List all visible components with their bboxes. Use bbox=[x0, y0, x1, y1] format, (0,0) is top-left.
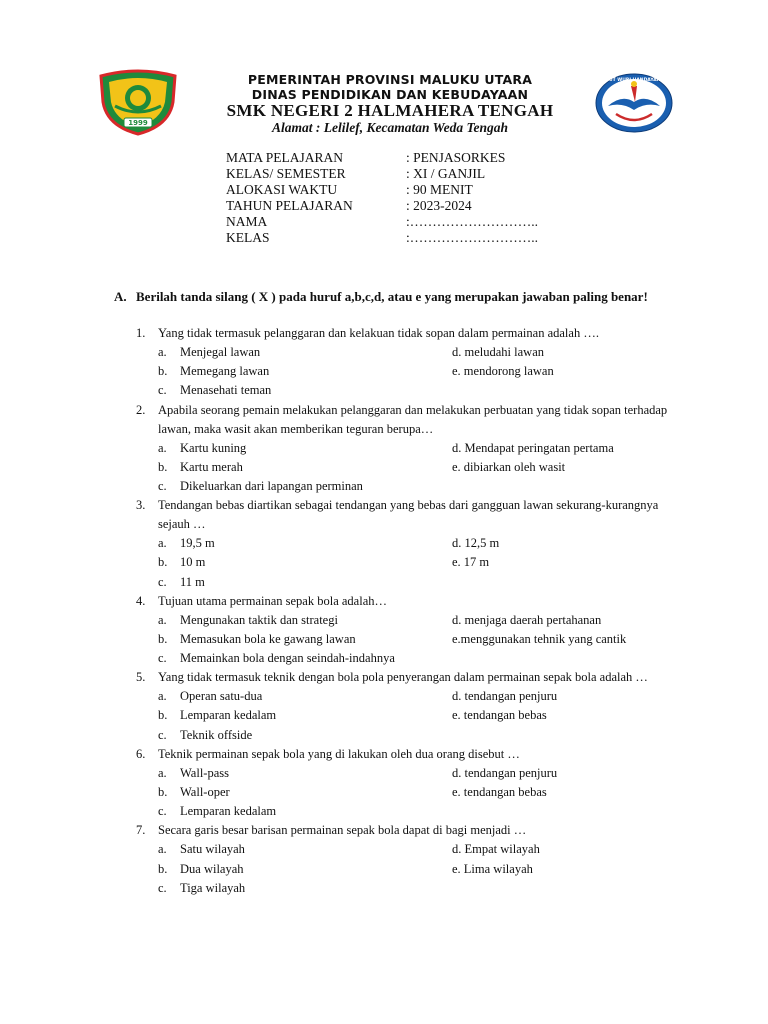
info-value: : 90 MENIT bbox=[406, 182, 473, 197]
exam-info bbox=[226, 150, 538, 246]
option-row bbox=[136, 860, 676, 879]
info-label: MATA PELAJARAN bbox=[226, 150, 344, 165]
option-letter: a. bbox=[158, 440, 167, 455]
option-a: Satu wilayah bbox=[180, 842, 245, 857]
option-row bbox=[136, 726, 676, 745]
question-item bbox=[136, 324, 676, 401]
info-label: TAHUN PELAJARAN bbox=[226, 198, 353, 213]
option-c: Tiga wilayah bbox=[180, 880, 246, 895]
option-a: Kartu kuning bbox=[180, 440, 247, 455]
question-stem bbox=[136, 401, 676, 439]
option-letter: a. bbox=[158, 765, 167, 780]
option-letter: c. bbox=[158, 383, 167, 398]
option-letter: a. bbox=[158, 345, 167, 359]
option-letter: b. bbox=[158, 785, 168, 799]
option-a: Menjegal lawan bbox=[180, 345, 261, 359]
option-row bbox=[136, 764, 676, 783]
option-row bbox=[136, 439, 676, 458]
option-letter: b. bbox=[158, 555, 168, 570]
option-d: d. 12,5 m bbox=[452, 536, 500, 551]
option-letter: a. bbox=[158, 536, 167, 551]
option-letter: a. bbox=[158, 689, 167, 704]
info-value: : PENJASORKES bbox=[406, 150, 506, 165]
letterhead bbox=[0, 68, 768, 138]
option-row bbox=[136, 611, 676, 630]
info-label: KELAS/ SEMESTER bbox=[226, 166, 346, 181]
school-name: SMK NEGERI 2 HALMAHERA TENGAH bbox=[226, 101, 554, 120]
option-d: d. Empat wilayah bbox=[452, 842, 540, 857]
option-e: e. mendorong lawan bbox=[452, 364, 554, 379]
question-text: Yang tidak termasuk pelanggaran dan kelakuan tidak sopan dalam permainan adalah …. bbox=[158, 326, 599, 340]
question-number: 3. bbox=[136, 498, 146, 513]
option-letter: b. bbox=[158, 631, 168, 646]
option-list bbox=[136, 611, 676, 669]
option-row bbox=[136, 458, 676, 477]
option-e: e. tendangan bebas bbox=[452, 785, 547, 799]
question-number: 2. bbox=[136, 402, 146, 417]
header-line-2: DINAS PENDIDIKAN DAN KEBUDAYAAN bbox=[251, 87, 529, 102]
info-row bbox=[226, 214, 538, 230]
option-a: 19,5 m bbox=[180, 536, 215, 551]
info-value: :……………………….. bbox=[406, 230, 539, 245]
option-list bbox=[136, 687, 676, 745]
info-value: : 2023-2024 bbox=[406, 198, 472, 213]
option-letter: c. bbox=[158, 804, 167, 819]
header-line-1: PEMERINTAH PROVINSI MALUKU UTARA bbox=[247, 72, 533, 87]
option-c: 11 m bbox=[180, 574, 205, 589]
option-b: Wall-oper bbox=[180, 785, 230, 799]
option-letter: c. bbox=[158, 478, 167, 493]
option-row bbox=[136, 362, 676, 381]
option-b: 10 m bbox=[180, 555, 206, 570]
option-row bbox=[136, 706, 676, 725]
option-row bbox=[136, 840, 676, 859]
option-a: Wall-pass bbox=[180, 765, 229, 780]
info-value: :……………………….. bbox=[406, 214, 539, 229]
question-item bbox=[136, 668, 676, 745]
option-row bbox=[136, 879, 676, 898]
info-row bbox=[226, 182, 538, 198]
question-text: Tendangan bebas diartikan sebagai tendangan yang bebas dari gangguan lawan sekurang-kurangnya sejauh … bbox=[158, 498, 659, 532]
option-row bbox=[136, 783, 676, 802]
option-c: Dikeluarkan dari lapangan perminan bbox=[180, 478, 363, 493]
question-number: 4. bbox=[136, 593, 146, 608]
option-list bbox=[136, 764, 676, 822]
option-letter: a. bbox=[158, 612, 167, 627]
question-stem bbox=[136, 324, 676, 343]
option-letter: c. bbox=[158, 727, 167, 742]
question-text: Secara garis besar barisan permainan sepak bola dapat di bagi menjadi … bbox=[158, 823, 527, 838]
question-text: Apabila seorang pemain melakukan pelanggaran dan melakukan perbuatan yang tidak sopan terhadap lawan, maka wasit akan memberikan teguran berupa… bbox=[158, 402, 668, 436]
option-d: d. meludahi lawan bbox=[452, 345, 544, 359]
option-a: Mengunakan taktik dan strategi bbox=[180, 612, 338, 627]
option-letter: c. bbox=[158, 574, 167, 589]
info-label: KELAS bbox=[226, 230, 270, 245]
question-stem bbox=[136, 496, 676, 534]
option-row bbox=[136, 802, 676, 821]
option-row bbox=[136, 477, 676, 496]
question-item bbox=[136, 496, 676, 592]
option-b: Dua wilayah bbox=[180, 861, 244, 876]
option-d: d. menjaga daerah pertahanan bbox=[452, 612, 602, 627]
option-row bbox=[136, 553, 676, 572]
option-row bbox=[136, 687, 676, 706]
option-row bbox=[136, 534, 676, 553]
info-row bbox=[226, 166, 538, 182]
option-e: e. Lima wilayah bbox=[452, 861, 533, 876]
option-row bbox=[136, 343, 676, 362]
question-text: Teknik permainan sepak bola yang di lakukan oleh dua orang disebut … bbox=[158, 746, 520, 761]
option-c: Menasehati teman bbox=[180, 383, 272, 398]
question-stem bbox=[136, 745, 676, 764]
question-number: 1. bbox=[136, 326, 146, 340]
option-c: Teknik offside bbox=[180, 727, 253, 742]
question-stem bbox=[136, 592, 676, 611]
question-text: Yang tidak termasuk teknik dengan bola pola penyerangan dalam permainan sepak bola adalah … bbox=[158, 670, 648, 685]
option-c: Lemparan kedalam bbox=[180, 804, 277, 819]
option-letter: c. bbox=[158, 651, 167, 666]
option-row bbox=[136, 381, 676, 400]
option-b: Memegang lawan bbox=[180, 364, 270, 379]
info-row bbox=[226, 230, 538, 246]
option-d: d. Mendapat peringatan pertama bbox=[452, 440, 614, 455]
option-list bbox=[136, 439, 676, 497]
option-letter: b. bbox=[158, 708, 168, 723]
option-letter: a. bbox=[158, 842, 167, 857]
option-d: d. tendangan penjuru bbox=[452, 765, 558, 780]
question-stem bbox=[136, 821, 676, 840]
question-item bbox=[136, 745, 676, 822]
question-item bbox=[136, 401, 676, 497]
option-d: d. tendangan penjuru bbox=[452, 689, 558, 704]
question-number: 7. bbox=[136, 823, 146, 838]
option-row bbox=[136, 573, 676, 592]
provincial-emblem-icon bbox=[97, 68, 179, 136]
tut-wuri-handayani-icon bbox=[594, 72, 674, 134]
option-row bbox=[136, 649, 676, 668]
school-address: Alamat : Lelilef, Kecamatan Weda Tengah bbox=[272, 120, 508, 135]
option-b: Lemparan kedalam bbox=[180, 708, 277, 723]
option-b: Kartu merah bbox=[180, 459, 243, 474]
question-list bbox=[136, 324, 676, 898]
option-c: Memainkan bola dengan seindah-indahnya bbox=[180, 651, 395, 666]
question-number: 6. bbox=[136, 746, 146, 761]
info-label: NAMA bbox=[226, 214, 268, 229]
option-list bbox=[136, 840, 676, 898]
info-row bbox=[226, 150, 538, 166]
option-e: e.menggunakan tehnik yang cantik bbox=[452, 631, 627, 646]
section-instruction bbox=[114, 287, 654, 306]
tutwuri-motto: TUT WURI HANDAYANI bbox=[605, 78, 663, 83]
option-list bbox=[136, 343, 676, 401]
question-text: Tujuan utama permainan sepak bola adalah… bbox=[158, 593, 387, 608]
option-e: e. tendangan bebas bbox=[452, 708, 547, 723]
option-row bbox=[136, 630, 676, 649]
info-row bbox=[226, 198, 538, 214]
option-letter: b. bbox=[158, 364, 168, 379]
option-letter: b. bbox=[158, 861, 168, 876]
question-item bbox=[136, 821, 676, 898]
option-list bbox=[136, 534, 676, 592]
emblem-year: 1999 bbox=[128, 119, 148, 127]
option-letter: b. bbox=[158, 459, 168, 474]
section-instruction-text: Berilah tanda silang ( X ) pada huruf a,b,c,d, atau e yang merupakan jawaban paling benar! bbox=[136, 289, 648, 304]
option-e: e. dibiarkan oleh wasit bbox=[452, 459, 566, 474]
option-e: e. 17 m bbox=[452, 555, 490, 570]
question-item bbox=[136, 592, 676, 669]
question-stem bbox=[136, 668, 676, 687]
letterhead-text bbox=[190, 72, 590, 136]
option-a: Operan satu-dua bbox=[180, 689, 263, 704]
question-number: 5. bbox=[136, 670, 146, 685]
option-letter: c. bbox=[158, 880, 167, 895]
section-letter: A. bbox=[114, 289, 127, 304]
option-b: Memasukan bola ke gawang lawan bbox=[180, 631, 356, 646]
info-label: ALOKASI WAKTU bbox=[226, 182, 338, 197]
info-value: : XI / GANJIL bbox=[406, 166, 486, 181]
